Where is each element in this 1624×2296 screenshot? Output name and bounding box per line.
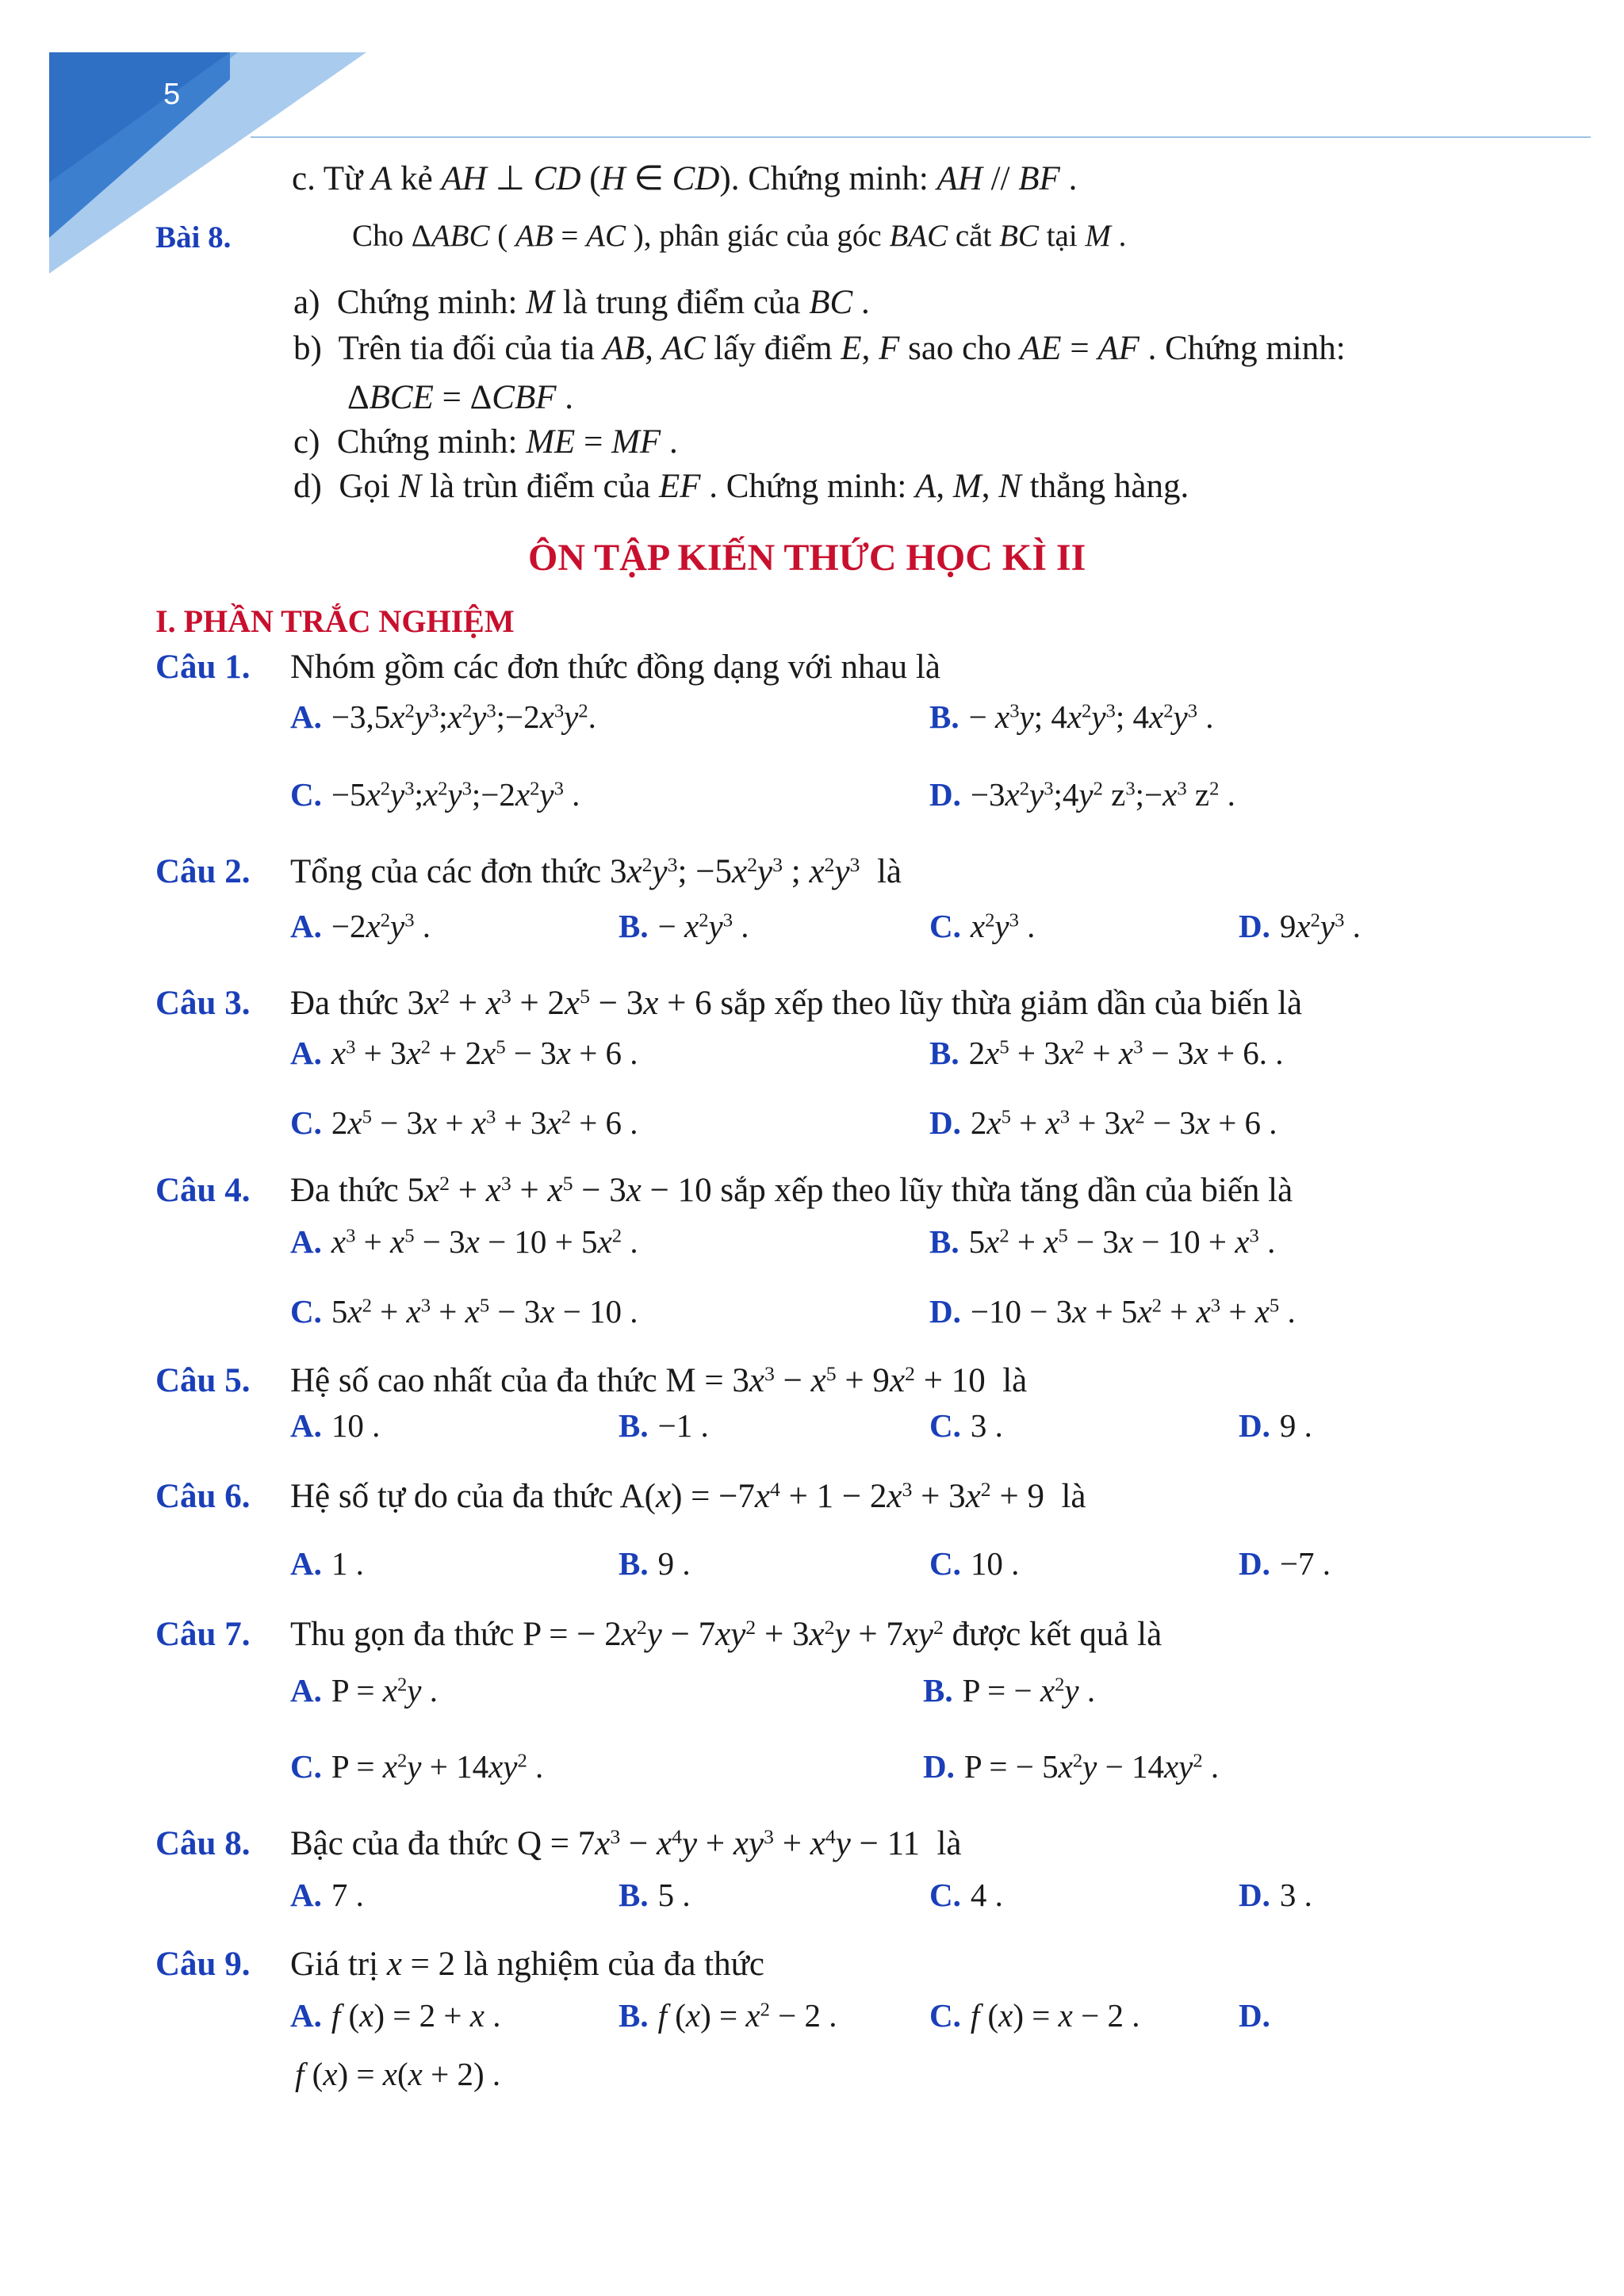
question-text: Đa thức $3x^2 + x^3 + 2x^5 - 3x + 6$ sắp xếp theo lũy thừa giảm dần của biến là: [290, 984, 1303, 1022]
option-a: A. 1 .: [290, 1545, 364, 1582]
exercise-part-b: b) Trên tia đối của tia AB, AC lấy điểm E, F sao cho AE = AF . Chứng minh:: [293, 330, 1346, 367]
question-text: Bậc của đa thức $Q = 7x^3 - x^4y + xy^3 + x^4y - 11$ là: [290, 1824, 962, 1862]
option-a: A. $x^3 + 3x^2 + 2x^5 - 3x + 6$ .: [290, 1035, 638, 1071]
option-a: A. $-3,5x^2y^3;x^2y^3;-2x^3y^2$.: [290, 698, 596, 735]
page-number: 5: [163, 78, 181, 111]
option-b: B. P = − $x^2y$ .: [923, 1672, 1096, 1709]
question-text: Giá trị x = 2 là nghiệm của đa thức: [290, 1946, 765, 1983]
exercise-part-b-cont: ΔBCE = ΔCBF .: [347, 379, 573, 416]
option-a: A. f (x) = 2 + x .: [290, 1997, 501, 2034]
option-a: A. 7 .: [290, 1877, 364, 1913]
option-d: D. $-10 - 3x + 5x^2 + x^3 + x^5$ .: [929, 1293, 1296, 1330]
option-b: B. − $x^2y^3$ .: [619, 908, 749, 944]
option-c: C. f (x) = x − 2 .: [929, 1997, 1140, 2034]
option-d: D. 9 .: [1239, 1407, 1312, 1444]
option-c: C. 3 .: [929, 1407, 1003, 1444]
exercise-line-c: c. Từ A kẻ AH ⊥ CD (H ∈ CD). Chứng minh: AH // BF .: [292, 160, 1078, 197]
option-c: C. 10 .: [929, 1545, 1020, 1582]
header-rule: [251, 136, 1591, 138]
option-c: C. $x^2y^3$ .: [929, 908, 1036, 944]
question-label: Câu 5.: [155, 1362, 251, 1399]
question-text: Thu gọn đa thức P = − $2x^2y - 7xy^2 + 3x^2y + 7xy^2$ được kết quả là: [290, 1615, 1162, 1653]
option-d: D. 3 .: [1239, 1877, 1312, 1913]
question-label: Câu 8.: [155, 1825, 251, 1862]
option-d: D. $2x^5 + x^3 + 3x^2 - 3x + 6$ .: [929, 1104, 1277, 1141]
option-b: B. f $(x) = x^2 - 2$ .: [619, 1997, 837, 2034]
exercise-part-a: a) Chứng minh: M là trung điểm của BC .: [293, 284, 870, 321]
option-d: D. $-3x^2y^3;4y^2$ $z^3;-x^3$ $z^2$ .: [929, 776, 1235, 813]
option-c: C. $-5x^2y^3;x^2y^3;-2x^2y^3$ .: [290, 776, 580, 813]
exercise-part-c: c) Chứng minh: ME = MF .: [293, 423, 678, 461]
option-a: A. $-2x^2y^3$ .: [290, 908, 431, 944]
question-label: Câu 6.: [155, 1478, 251, 1515]
option-c: C. $5x^2 + x^3 + x^5 - 3x - 10$ .: [290, 1293, 638, 1330]
option-b: B. 5 .: [619, 1877, 691, 1913]
question-text: Tổng của các đơn thức $3x^2y^3$; $-5x^2y^3$ ; $x^2y^3$ là: [290, 852, 902, 890]
question-label: Câu 9.: [155, 1946, 251, 1983]
exercise-label: Bài 8.: [155, 220, 232, 254]
option-d: D. $9x^2y^3$ .: [1239, 908, 1361, 944]
question-text: Hệ số tự do của đa thức $A(x) = -7x^4 + 1 - 2x^3 + 3x^2 + 9$ là: [290, 1477, 1086, 1515]
exercise-part-d: d) Gọi N là trùn điểm của EF . Chứng minh: A, M, N thẳng hàng.: [293, 468, 1189, 505]
option-b: B. − $x^3y$; $4x^2y^3$; $4x^2y^3$ .: [929, 698, 1214, 735]
question-label: Câu 1.: [155, 649, 251, 686]
question-label: Câu 7.: [155, 1616, 251, 1653]
option-c: C. $2x^5 - 3x + x^3 + 3x^2 + 6$ .: [290, 1104, 638, 1141]
option-d-value: f (x) = x(x + 2) .: [295, 2056, 501, 2092]
question-label: Câu 2.: [155, 853, 251, 890]
page-title: ÔN TẬP KIẾN THỨC HỌC KÌ II: [528, 537, 1086, 579]
question-label: Câu 3.: [155, 985, 251, 1022]
section-heading: I. PHẦN TRẮC NGHIỆM: [155, 603, 515, 639]
option-c: C. 4 .: [929, 1877, 1003, 1913]
option-b: B. $5x^2 + x^5 - 3x - 10 + x^3$ .: [929, 1223, 1276, 1260]
option-a: A. $x^3 + x^5 - 3x - 10 + 5x^2$ .: [290, 1223, 638, 1260]
exercise-statement: Cho ΔABC ( AB = AC ), phân giác của góc BAC cắt BC tại M .: [352, 219, 1127, 253]
question-text: Nhóm gồm các đơn thức đồng dạng với nhau là: [290, 649, 940, 686]
option-d: D.: [1239, 1997, 1270, 2034]
option-b: B. −1 .: [619, 1407, 709, 1444]
option-a: A. $P = x^2y$ .: [290, 1672, 438, 1709]
question-text: Hệ số cao nhất của đa thức $M = 3x^3 - x^5 + 9x^2 + 10$ là: [290, 1361, 1028, 1399]
option-b: B. $2x^5 + 3x^2 + x^3 - 3x + 6$. .: [929, 1035, 1284, 1071]
option-d: D. −7 .: [1239, 1545, 1331, 1582]
question-label: Câu 4.: [155, 1172, 251, 1209]
option-d: D. P = − $5x^2y - 14xy^2$ .: [923, 1748, 1220, 1785]
option-b: B. 9 .: [619, 1545, 691, 1582]
question-text: Đa thức $5x^2 + x^3 + x^5 - 3x - 10$ sắp xếp theo lũy thừa tăng dần của biến là: [290, 1171, 1293, 1209]
option-c: C. $P = x^2y + 14xy^2$ .: [290, 1748, 544, 1785]
option-a: A. 10 .: [290, 1407, 381, 1444]
